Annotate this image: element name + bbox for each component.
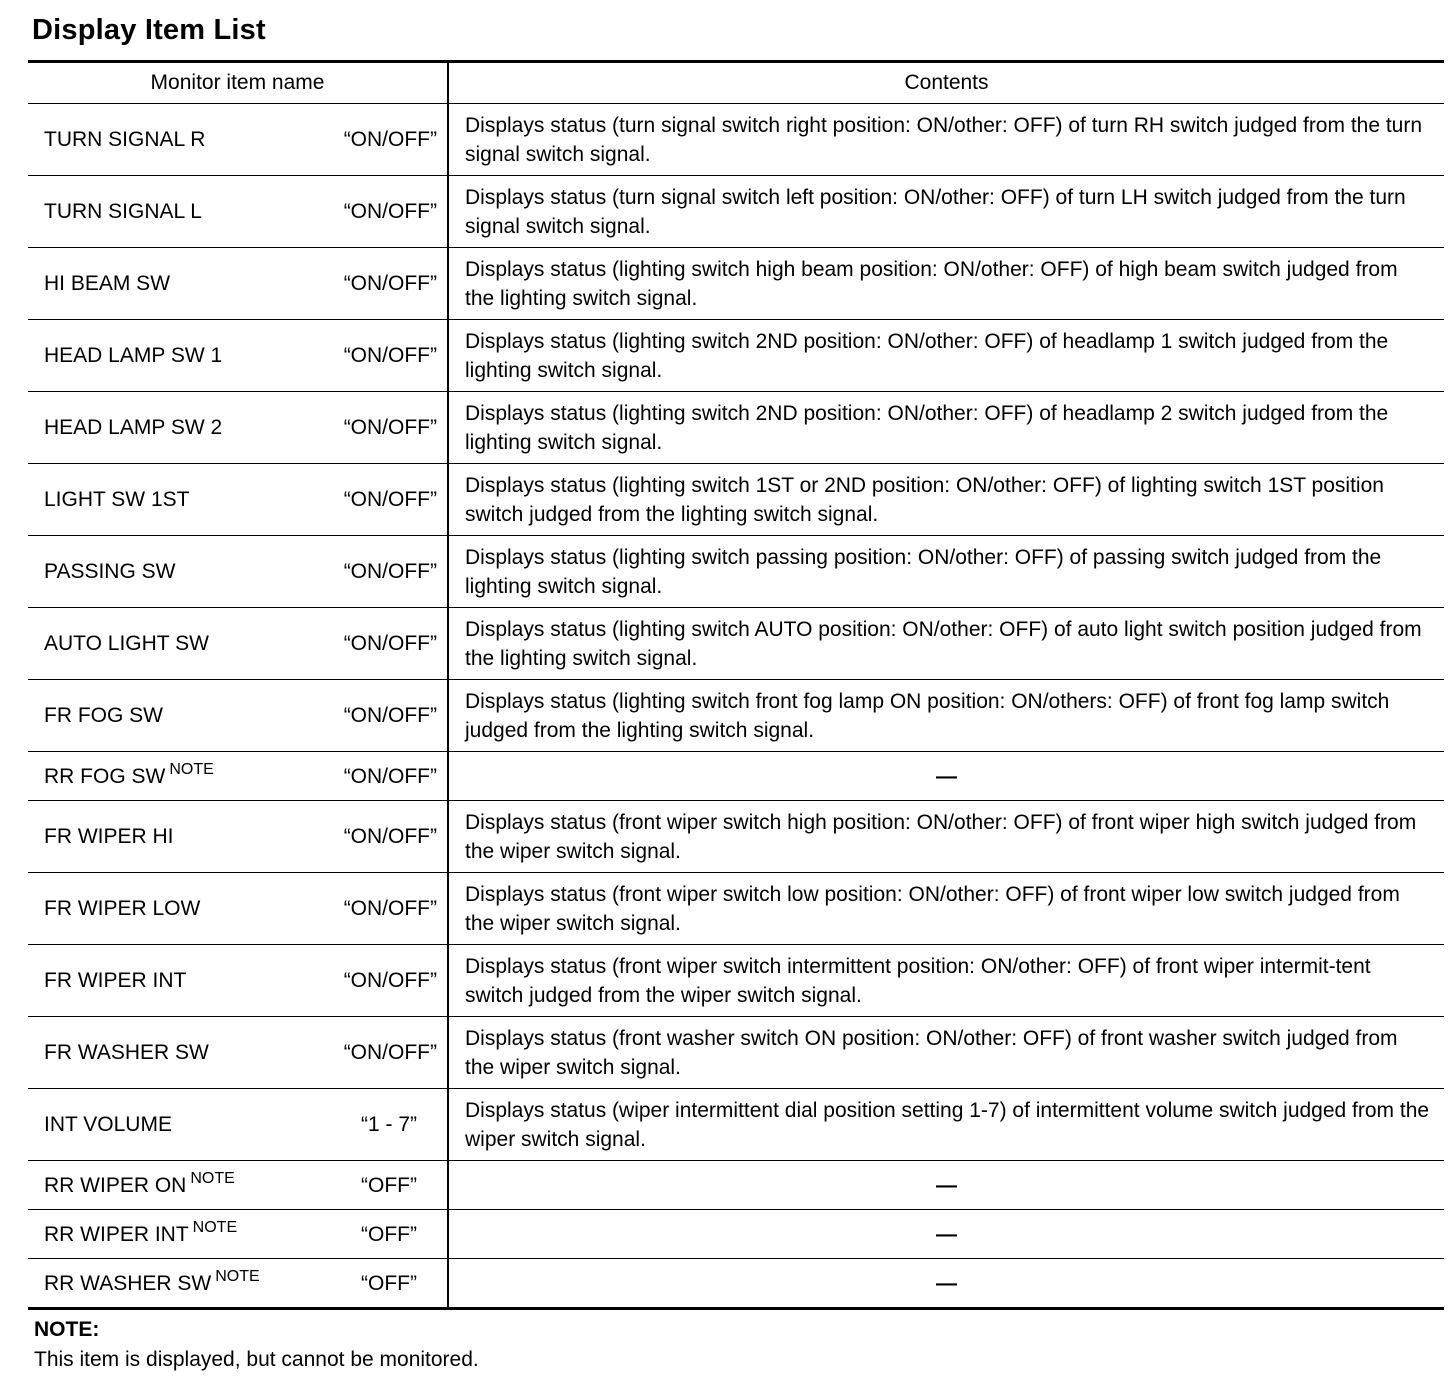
table-row [28,680,1444,752]
monitor-item-label: FR WIPER LOW [44,897,201,920]
note-marker: NOTE [169,760,214,778]
monitor-item-value: “ON/OFF” [343,969,437,992]
table-row [28,945,1444,1017]
monitor-item-cell [28,1210,448,1259]
monitor-item-label: RR WASHER SW [44,1271,212,1295]
monitor-item-cell [28,1017,448,1089]
monitor-item-value: “ON/OFF” [343,825,437,848]
note-marker: NOTE [192,1218,238,1236]
contents-cell: — [448,1259,1444,1309]
monitor-item-name [28,557,175,586]
monitor-item-name [28,822,174,851]
table-row [28,1017,1444,1089]
contents-cell: — [448,1210,1444,1259]
table-row [28,464,1444,536]
monitor-item-name [28,197,202,226]
monitor-item-value: “ON/OFF” [343,344,437,367]
table-row [28,104,1444,176]
monitor-item-value: “ON/OFF” [343,897,437,920]
monitor-item-value: “OFF” [361,1173,417,1197]
monitor-item-name [28,629,209,658]
monitor-item-label: HEAD LAMP SW 2 [44,416,223,439]
monitor-item-label: RR FOG SW [44,764,166,788]
monitor-item-label: LIGHT SW 1ST [44,488,190,511]
table-row [28,801,1444,873]
contents-cell: Displays status (turn signal switch left position: ON/other: OFF) of turn LH switch judged from the turn signal switch signal. [448,176,1444,248]
column-header-name: Monitor item name [28,62,448,104]
table-row [28,176,1444,248]
table-row [28,320,1444,392]
monitor-item-label: RR WIPER INT [44,1222,189,1246]
display-item-table [28,60,1444,1310]
monitor-item-value: “ON/OFF” [343,632,437,655]
monitor-item-name [28,762,214,791]
table-row [28,1089,1444,1161]
contents-cell: — [448,1161,1444,1210]
monitor-item-name [28,485,189,514]
monitor-item-cell [28,680,448,752]
table-row [28,1210,1444,1259]
monitor-item-label: FR WASHER SW [44,1041,209,1064]
table-body [28,104,1444,1309]
monitor-item-value: “ON/OFF” [343,560,437,583]
contents-cell: Displays status (lighting switch passing position: ON/other: OFF) of passing switch judged from the lighting switch signal. [448,536,1444,608]
footnote-label: NOTE: [34,1318,100,1341]
monitor-item-cell [28,1259,448,1309]
monitor-item-label: FR WIPER HI [44,825,174,848]
monitor-item-value: “1 - 7” [360,1113,417,1136]
monitor-item-cell [28,392,448,464]
table-row [28,392,1444,464]
monitor-item-name [28,413,222,442]
table-row [28,1161,1444,1210]
table-row [28,1259,1444,1309]
monitor-item-value: “ON/OFF” [343,488,437,511]
monitor-item-cell [28,873,448,945]
table-row [28,608,1444,680]
monitor-item-cell [28,104,448,176]
contents-cell: Displays status (lighting switch 2ND position: ON/other: OFF) of headlamp 1 switch judged from the lighting switch signal. [448,320,1444,392]
table-row [28,873,1444,945]
monitor-item-label: HI BEAM SW [44,272,171,295]
monitor-item-name [28,701,163,730]
monitor-item-value: “ON/OFF” [343,272,437,295]
monitor-item-value: “ON/OFF” [343,128,437,151]
monitor-item-cell [28,1089,448,1161]
monitor-item-label: TURN SIGNAL R [44,128,206,151]
monitor-item-name [28,1038,209,1067]
column-header-contents: Contents [448,62,1444,104]
monitor-item-label: HEAD LAMP SW 1 [44,344,223,367]
monitor-item-cell [28,801,448,873]
contents-cell: Displays status (front washer switch ON position: ON/other: OFF) of front washer switch judged from the wiper switch signal. [448,1017,1444,1089]
contents-cell: Displays status (wiper intermittent dial position setting 1-7) of intermittent volume switch judged from the wiper switch signal. [448,1089,1444,1161]
monitor-item-value: “OFF” [361,1271,417,1295]
monitor-item-cell [28,536,448,608]
contents-cell: Displays status (lighting switch AUTO position: ON/other: OFF) of auto light switch position judged from the lighting switch signal. [448,608,1444,680]
monitor-item-label: INT VOLUME [44,1113,172,1136]
monitor-item-label: FR FOG SW [44,704,163,727]
monitor-item-cell [28,945,448,1017]
monitor-item-name [28,966,186,995]
monitor-item-cell [28,176,448,248]
table-row [28,536,1444,608]
monitor-item-cell [28,752,448,801]
table-row [28,248,1444,320]
monitor-item-name [28,894,200,923]
contents-cell: Displays status (front wiper switch high position: ON/other: OFF) of front wiper high switch judged from the wiper switch signal. [448,801,1444,873]
monitor-item-name [28,1269,260,1298]
monitor-item-value: “OFF” [361,1222,417,1246]
monitor-item-label: AUTO LIGHT SW [44,632,209,655]
monitor-item-value: “ON/OFF” [343,704,437,727]
contents-cell: Displays status (front wiper switch low position: ON/other: OFF) of front wiper low switch judged from the wiper switch signal. [448,873,1444,945]
monitor-item-cell [28,320,448,392]
monitor-item-label: PASSING SW [44,560,176,583]
monitor-item-value: “ON/OFF” [343,200,437,223]
monitor-item-name [28,269,170,298]
monitor-item-value: “ON/OFF” [343,1041,437,1064]
monitor-item-name [28,125,205,154]
monitor-item-value: “ON/OFF” [343,416,437,439]
page-title: Display Item List [32,14,266,46]
monitor-item-label: TURN SIGNAL L [44,200,202,223]
note-marker: NOTE [190,1169,235,1187]
contents-cell: Displays status (front wiper switch intermittent position: ON/other: OFF) of front wiper intermit-tent switch judged from the wiper switch signal. [448,945,1444,1017]
monitor-item-cell [28,248,448,320]
monitor-item-name [28,1220,237,1249]
contents-cell: Displays status (lighting switch 2ND position: ON/other: OFF) of headlamp 2 switch judged from the lighting switch signal. [448,392,1444,464]
contents-cell: Displays status (turn signal switch right position: ON/other: OFF) of turn RH switch judged from the turn signal switch signal. [448,104,1444,176]
table-header-row [28,62,1444,104]
footnote-text: This item is displayed, but cannot be monitored. [34,1348,479,1371]
contents-cell: Displays status (lighting switch 1ST or 2ND position: ON/other: OFF) of lighting switch 1ST position switch judged from the lighting switch signal. [448,464,1444,536]
monitor-item-cell [28,1161,448,1210]
contents-cell: Displays status (lighting switch high beam position: ON/other: OFF) of high beam switch judged from the lighting switch signal. [448,248,1444,320]
contents-cell: — [448,752,1444,801]
monitor-item-cell [28,464,448,536]
monitor-item-name [28,1171,235,1200]
table-row [28,752,1444,801]
monitor-item-label: RR WIPER ON [44,1173,187,1197]
monitor-item-name [28,1110,172,1139]
note-marker: NOTE [215,1267,260,1285]
monitor-item-label: FR WIPER INT [44,969,187,992]
contents-cell: Displays status (lighting switch front fog lamp ON position: ON/others: OFF) of front fog lamp switch judged from the lighting switch signal. [448,680,1444,752]
monitor-item-name [28,341,222,370]
monitor-item-value: “ON/OFF” [343,764,437,788]
monitor-item-cell [28,608,448,680]
